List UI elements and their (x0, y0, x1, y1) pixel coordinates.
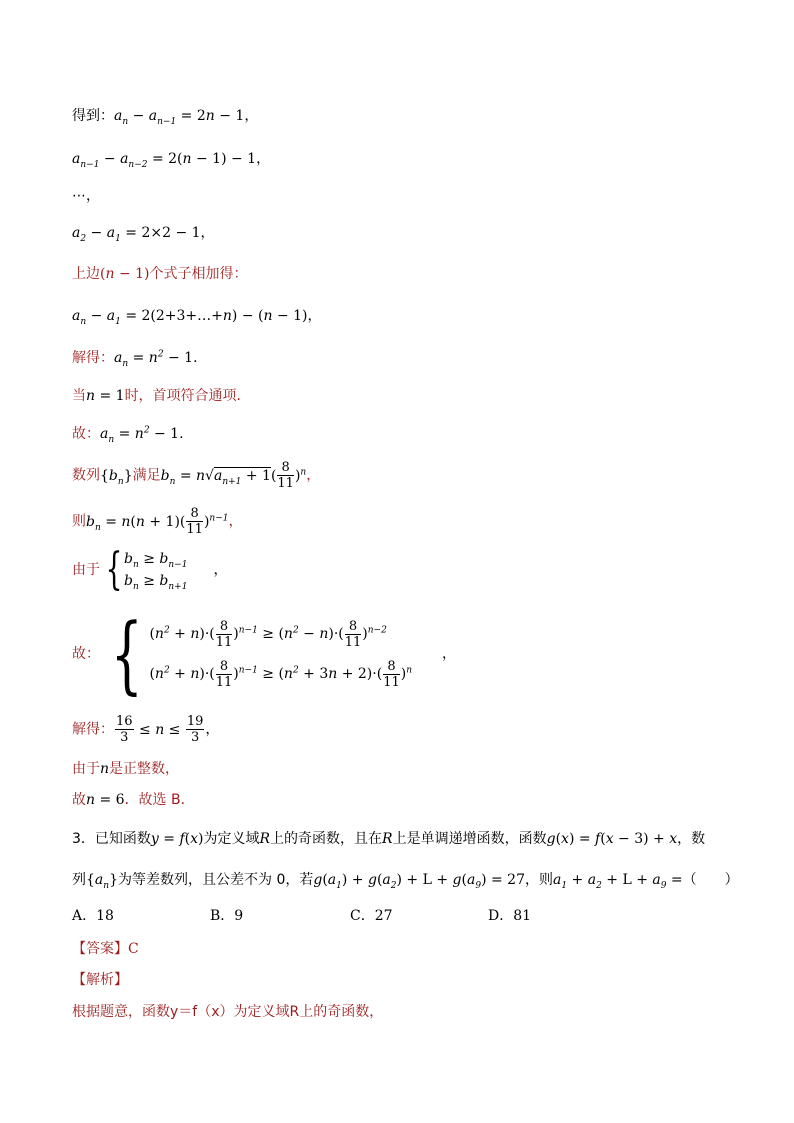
solve-range-line: 解得： $\frac{16}{3}$ ≤ n ≤ $\frac{19}{3}$ ， (72, 714, 220, 745)
choice-b-line: 故n = 6．故选 B． (72, 792, 195, 808)
option-b[interactable]: B．9 (210, 908, 244, 924)
derivation-line-3: $a_2 - a_1 = 2\times 2 - 1$， (72, 225, 215, 244)
analysis-text-line (72, 1002, 383, 1022)
sequence-b-line: 数列$\{b_n\}$满足$b_n = n√a_{n+1} + 1$( $\frac{8}{11}$ )$^n$， (72, 460, 321, 491)
integer-note-line: 由于n是正整数， (72, 761, 180, 777)
first-term-line: 当n = 1时，首项符合通项． (72, 388, 251, 404)
option-c[interactable]: C．27 (350, 908, 393, 924)
derivation-line-2: $a_{n-1} - a_{n-2} = 2(n - 1) - 1$， (72, 151, 271, 170)
analysis-label: 【解析】 (72, 972, 128, 988)
sum-note-line: 上边(n − 1)个式子相加得： (72, 266, 248, 282)
answer-label: 【答案】 (72, 941, 128, 957)
conclusion-line-1: 故：$a_n = n^2 - 1$. (72, 425, 184, 445)
question-3-line-1: 3．已知函数y = f(x)为定义域R上的奇函数，且在R上是单调递增函数，函数g(x) = f(x − 3) + x，数 (72, 831, 706, 847)
analysis-text: 根据题意，函数y＝f（x）为定义域R上的奇函数， (72, 1004, 384, 1020)
answer-value: C (128, 941, 139, 957)
derivation-line-1: 得到：$a_n - a_{n-1} = 2n - 1$， (72, 108, 259, 127)
answer-line (72, 939, 139, 959)
solve-line-1: 解得：$a_n = n^2 - 1$. (72, 349, 198, 369)
sum-result-line: $a_n - a_1$ = 2(2+3+…+n) − (n − 1)， (72, 308, 322, 327)
ellipsis-line: ⋯， (72, 188, 100, 204)
analysis-label-line (72, 970, 128, 990)
question-3-options (72, 906, 531, 926)
inequality-system-line: 由于 { $b_n \ge b_{n-1}$ $b_n \ge b_{n+1}$ ， (72, 544, 228, 595)
sequence-b-formula-line: 则$b_n = n(n + 1)$( $\frac{8}{11}$ )$^{n-1}$， (72, 506, 243, 537)
inequality-expanded-line: 故： { $(n^2 + n)\cdot$( $\frac{8}{11}$ )$^{n-1} \ge (n^2 - n)\cdot$( $\frac{8}{11}$ )$^{n-2}$ $(n^2 + n)\cdot$( $\frac{8}{11}$ )$^{n-1} \ge (n^2 + 3n + 2)\cdot$( $\frac{8}{11}$ )$^n$ ， (72, 605, 456, 703)
option-a[interactable]: A．18 (72, 908, 114, 924)
question-3-line-2: 列$\{a_n\}$为等差数列，且公差不为 0，若$g(a_1) + g(a_2) + L + g(a_9) = 27$，则$a_1 + a_2 + L + a_9$ =（ ） (72, 872, 739, 891)
option-d[interactable]: D．81 (488, 908, 532, 924)
